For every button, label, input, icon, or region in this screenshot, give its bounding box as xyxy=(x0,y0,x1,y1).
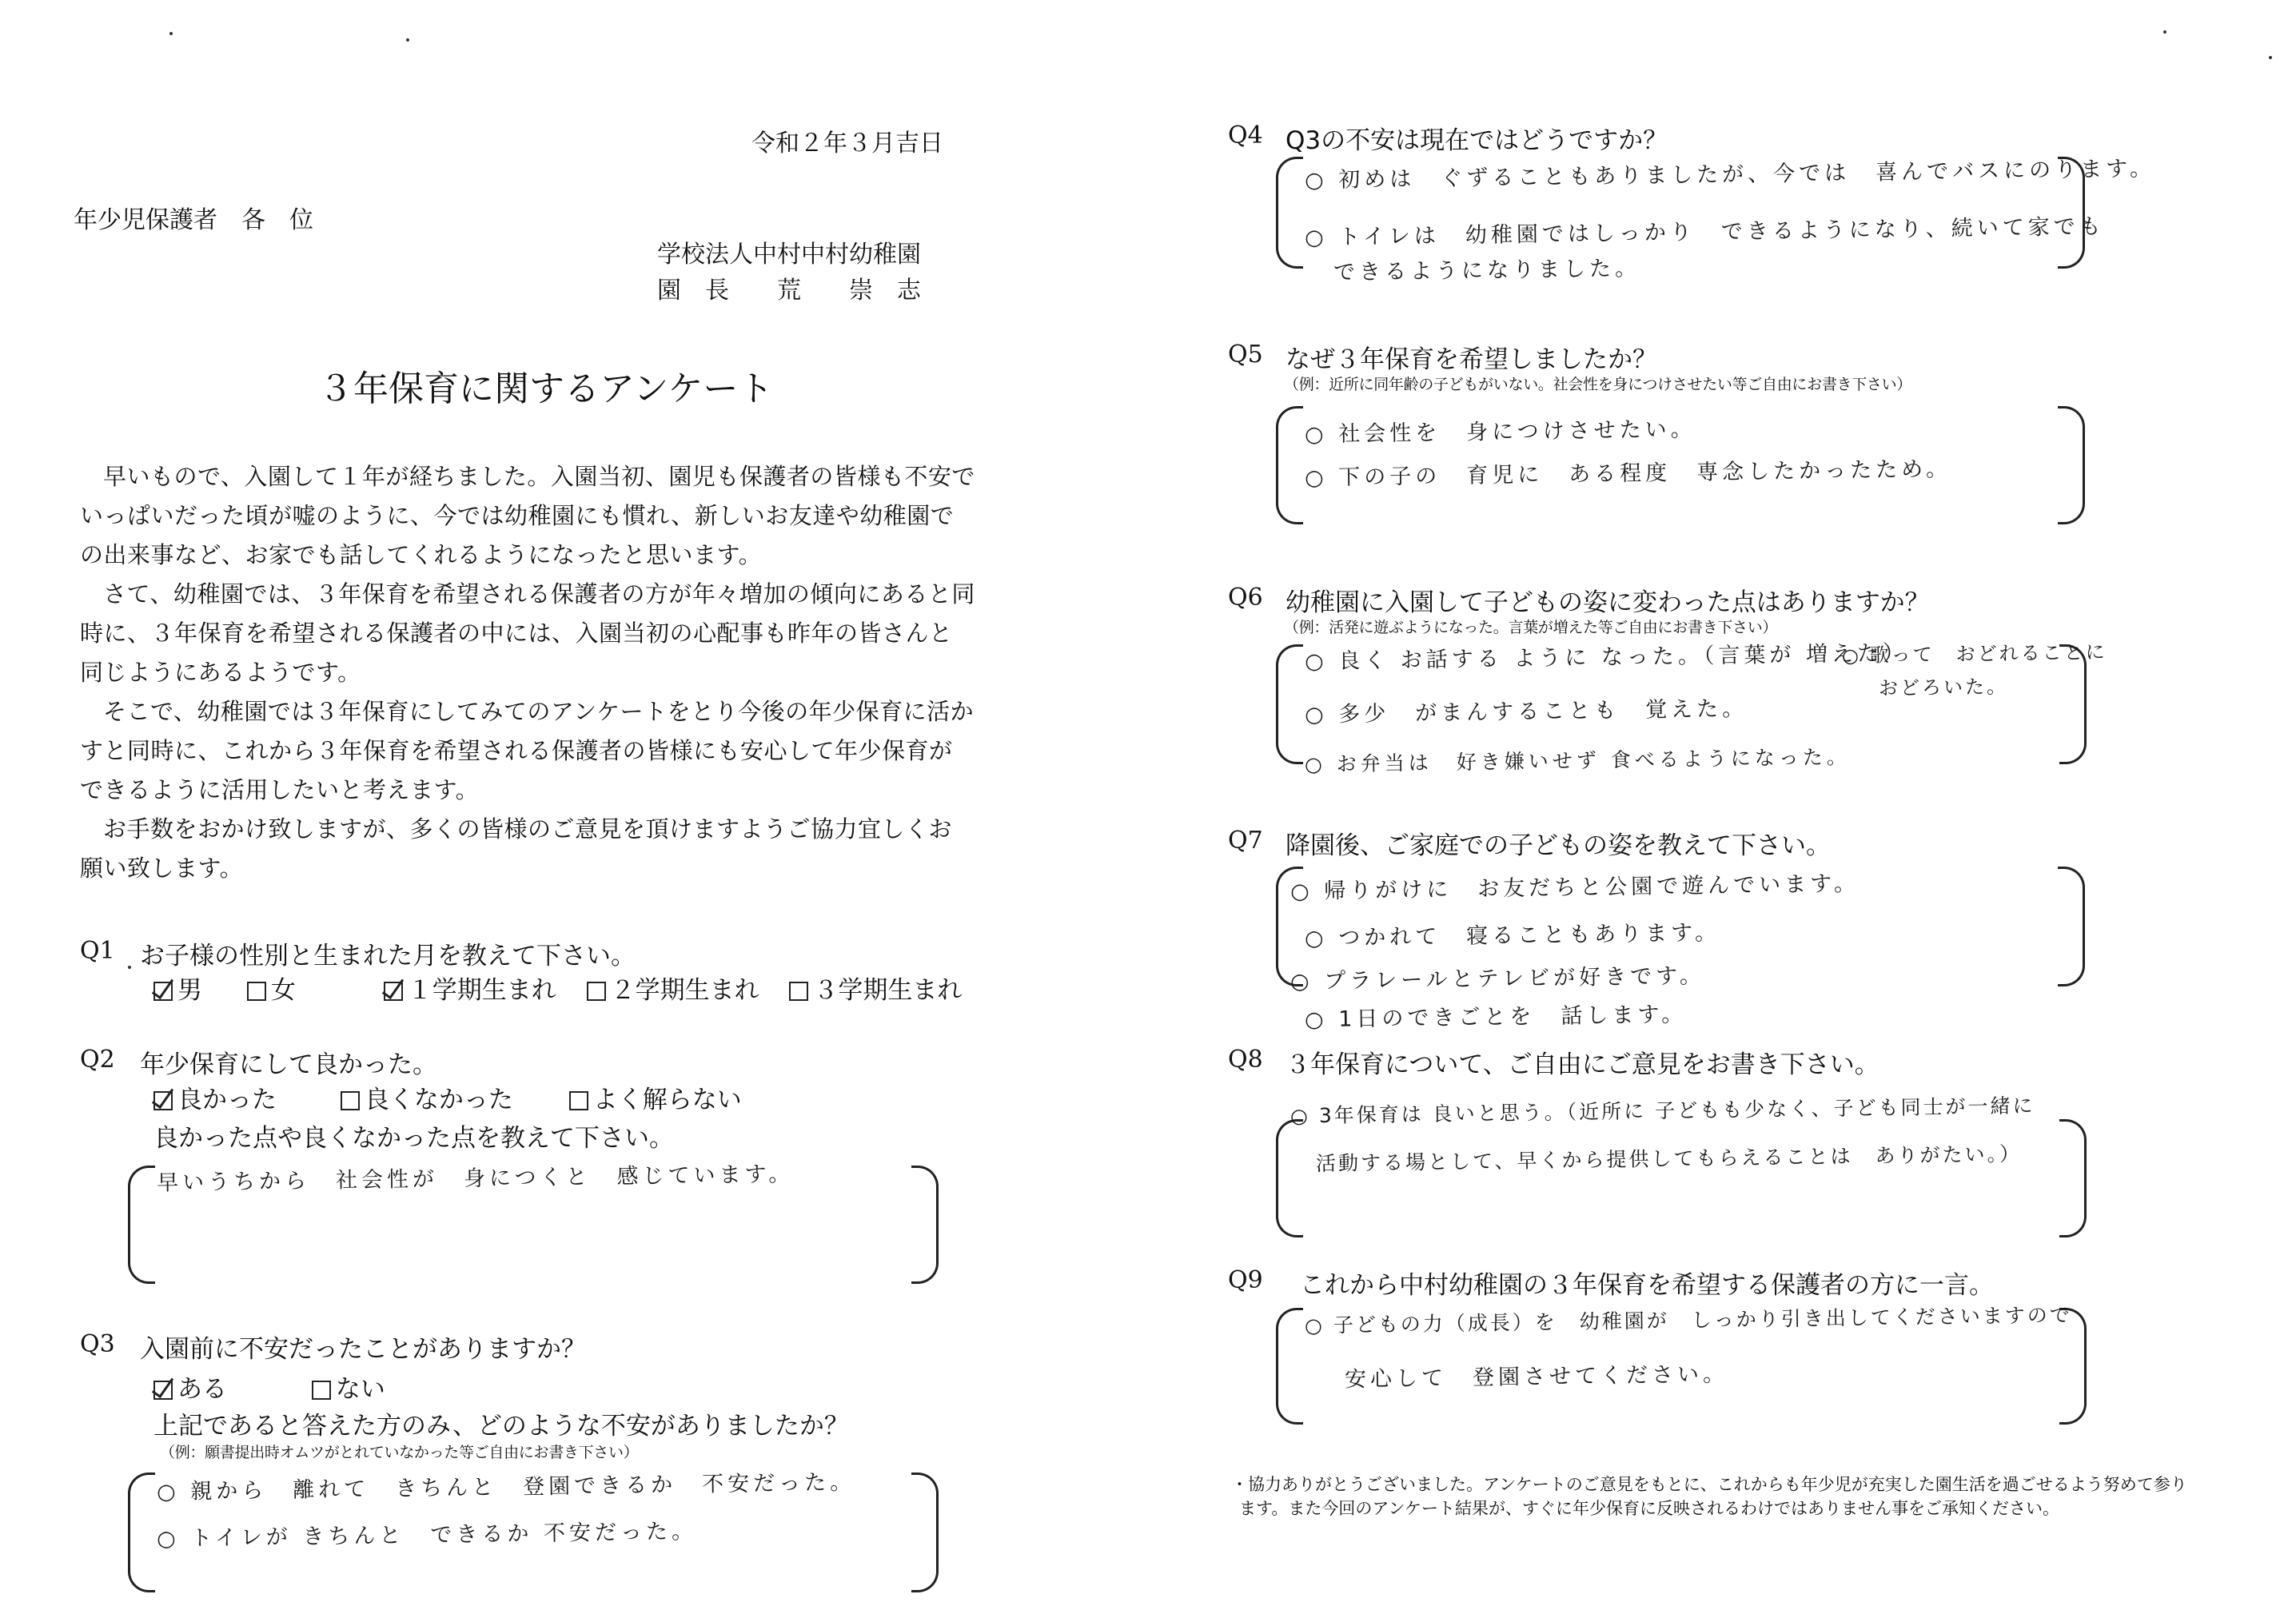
q5-question: なぜ３年保育を希望しましたか？ xyxy=(1286,345,1657,374)
answer-bracket-right xyxy=(911,1166,939,1284)
q5-number: Q5 xyxy=(1228,341,1263,369)
q2-question: 年少保育にして良かった。 xyxy=(140,1050,437,1079)
q2-options xyxy=(153,1079,779,1115)
q9-answer[interactable]: 安心して 登園させてください。 xyxy=(1344,1361,1729,1393)
option-label: 男 xyxy=(177,976,202,1005)
q7-answer[interactable]: ○ プラレールとテレビが好きです。 xyxy=(1290,963,1706,994)
q7-question: 降園後、ご家庭での子どもの姿を教えて下さい。 xyxy=(1286,831,1831,860)
q2-option-good[interactable] xyxy=(153,1079,277,1115)
q3-option-no[interactable] xyxy=(312,1369,385,1405)
intro-text xyxy=(80,457,975,888)
q1-option-term1[interactable] xyxy=(384,970,556,1006)
scan-speck xyxy=(2163,30,2166,34)
checkbox-checked[interactable] xyxy=(153,1091,173,1110)
q8-question: ３年保育について、ご自由にご意見をお書き下さい。 xyxy=(1286,1050,1879,1079)
q4-question: Q3の不安は現在ではどうですか？ xyxy=(1286,126,1668,155)
answer-bracket-right xyxy=(911,1473,939,1592)
q8-answer[interactable]: ○ 3年保育は 良いと思う。（近所に 子どもも少なく、子ども同士が一緒に xyxy=(1290,1094,2035,1128)
q8-number: Q8 xyxy=(1228,1046,1263,1074)
option-label: よく解らない xyxy=(592,1086,742,1114)
scan-speck xyxy=(128,966,131,969)
q3-answer[interactable]: ○ 親から 離れて きちんと 登園できるか 不安だった。 xyxy=(156,1469,856,1505)
recipient: 年少児保護者 各 位 xyxy=(74,206,313,234)
q4-number: Q4 xyxy=(1228,122,1263,149)
answer-bracket-left xyxy=(1276,157,1303,269)
q3-option-yes[interactable] xyxy=(153,1369,227,1405)
q7-answer[interactable]: ○ 1日のできごとを 話します。 xyxy=(1304,1002,1688,1033)
q2-subquestion: 良かった点や良くなかった点を教えて下さい。 xyxy=(153,1124,674,1153)
q9-number: Q9 xyxy=(1228,1266,1263,1294)
checkbox[interactable] xyxy=(312,1381,331,1400)
q6-answer[interactable]: おどろいた。 xyxy=(1878,675,2009,700)
footnote-line: ・協力ありがとうございました。アンケートのご意見をもとに、これからも年少児が充実した園生活を過ごせるよう努めて参り xyxy=(1231,1475,2187,1494)
q5-example: （例：近所に同年齢の子どもがいない。社会性を身につけさせたい等ご自由にお書き下さい） xyxy=(1284,376,1912,393)
checkbox[interactable] xyxy=(247,982,266,1001)
option-label: 良かった xyxy=(177,1086,277,1114)
q4-answer[interactable]: ○ 初めは ぐずることもありましたが、今では 喜んでバスにのります。 xyxy=(1304,156,2156,193)
q2-answer[interactable]: 早いうちから 社会性が 身につくと 感じています。 xyxy=(156,1162,795,1196)
answer-bracket-right xyxy=(2058,406,2085,524)
q5-answer[interactable]: ○ 下の子の 育児に ある程度 専念したかったため。 xyxy=(1304,456,1952,491)
q1-question: お子様の性別と生まれた月を教えて下さい。 xyxy=(140,942,636,970)
issue-date: 令和２年３月吉日 xyxy=(751,130,943,157)
intro-paragraph: さて、幼稚園では、３年保育を希望される保護者の方が年々増加の傾向にあると同時に、３年保育を希望される保護者の中には、入園当初の心配事も昨年の皆さんと同じようにあるようです。 xyxy=(80,580,975,686)
q6-answer[interactable]: ○ 良く お話する ように なった。（言葉が 増えた） xyxy=(1304,640,1909,675)
scan-speck xyxy=(2269,56,2272,59)
q1-number: Q1 xyxy=(80,937,115,965)
checkbox-checked[interactable] xyxy=(153,982,173,1001)
option-label: 良くなかった xyxy=(364,1086,513,1114)
q3-subquestion: 上記であると答えた方のみ、どのような不安がありましたか？ xyxy=(153,1412,849,1441)
answer-bracket-right xyxy=(2058,867,2085,986)
q6-answer[interactable]: ○ お弁当は 好き嫌いせず 食べるようになった。 xyxy=(1304,745,1851,776)
option-label: ない xyxy=(335,1375,385,1404)
answer-bracket-left xyxy=(1276,1308,1303,1425)
answer-bracket-left xyxy=(1276,406,1303,524)
checkbox[interactable] xyxy=(587,982,606,1001)
checkbox[interactable] xyxy=(789,982,808,1001)
q6-answer[interactable]: ○ 歌って おどれることに xyxy=(1841,640,2107,668)
q3-answer[interactable]: ○ トイレが きちんと できるか 不安だった。 xyxy=(156,1519,698,1552)
q9-question: これから中村幼稚園の３年保育を希望する保護者の方に一言。 xyxy=(1300,1271,1994,1300)
q1-option-female[interactable] xyxy=(247,970,296,1006)
q3-question: 入園前に不安だったことがありますか？ xyxy=(140,1335,586,1364)
q5-answer[interactable]: ○ 社会性を 身につけさせたい。 xyxy=(1304,416,1696,448)
checkbox[interactable] xyxy=(569,1091,588,1110)
q9-answer[interactable]: ○ 子どもの力（成長）を 幼稚園が しっかり引き出してくださいますので xyxy=(1304,1303,2072,1337)
option-label: ２学期生まれ xyxy=(610,976,759,1005)
q4-answer[interactable]: ○ トイレは 幼稚園ではしっかり できるようになり、続いて家でも xyxy=(1304,214,2106,250)
page-title: ３年保育に関するアンケート xyxy=(318,369,774,409)
option-label: １学期生まれ xyxy=(407,976,556,1005)
q1-option-male[interactable] xyxy=(153,970,202,1006)
answer-bracket-left xyxy=(1276,1119,1303,1237)
q3-example: （例：願書提出時オムツがとれていなかった等ご自由にお書き下さい） xyxy=(160,1444,639,1461)
q2-option-bad[interactable] xyxy=(341,1079,513,1115)
q7-answer[interactable]: ○ つかれて 寝ることもあります。 xyxy=(1304,920,1721,951)
intro-paragraph: お手数をおかけ致しますが、多くの皆様のご意見を頂けますようご協力宜しくお願い致します。 xyxy=(80,815,953,882)
answer-bracket-right xyxy=(2059,1119,2087,1237)
q6-question: 幼稚園に入園して子どもの姿に変わった点はありますか？ xyxy=(1286,588,1930,617)
q1-option-term2[interactable] xyxy=(587,970,759,1006)
footnote-line: ます。また今回のアンケート結果が、すぐに年少保育に反映されるわけではありません事をご承知ください。 xyxy=(1239,1499,2060,1518)
option-label: 女 xyxy=(270,976,296,1005)
q1-options xyxy=(153,970,962,1006)
q4-answer[interactable]: できるようになりました。 xyxy=(1333,256,1641,285)
scan-speck xyxy=(406,38,409,42)
scan-speck xyxy=(169,32,173,35)
q3-options xyxy=(153,1369,422,1405)
option-label: ある xyxy=(177,1375,227,1404)
intro-paragraph: そこで、幼稚園では３年保育にしてみてのアンケートをとり今後の年少保育に活かすと同時に、これから３年保育を希望される保護者の皆様にも安心して年少保育ができるように活用したいと考えます。 xyxy=(80,698,975,803)
answer-bracket-left xyxy=(1276,644,1303,764)
q1-option-term3[interactable] xyxy=(789,970,962,1006)
q8-answer[interactable]: 活動する場として、早くから提供してもらえることは ありがたい。） xyxy=(1315,1142,2023,1176)
checkbox-checked[interactable] xyxy=(153,1381,173,1400)
q6-answer[interactable]: ○ 多少 がまんすることも 覚えた。 xyxy=(1304,696,1748,727)
footnote xyxy=(1231,1473,2270,1520)
q7-number: Q7 xyxy=(1228,827,1263,855)
answer-bracket-left xyxy=(128,1473,155,1592)
q2-number: Q2 xyxy=(80,1046,115,1074)
intro-paragraph: 早いもので、入園して１年が経ちました。入園当初、園児も保護者の皆様も不安でいっぱいだった頃が嘘のように、今では幼稚園にも慣れ、新しいお友達や幼稚園での出来事など、お家でも話してくれるようになったと思います。 xyxy=(80,463,975,568)
checkbox[interactable] xyxy=(341,1091,360,1110)
option-label: ３学期生まれ xyxy=(813,976,963,1005)
q6-example: （例：活発に遊ぶようになった。言葉が増えた等ご自由にお書き下さい） xyxy=(1284,619,1778,636)
q7-answer[interactable]: ○ 帰りがけに お友だちと公園で遊んでいます。 xyxy=(1290,871,1860,904)
answer-bracket-left xyxy=(128,1166,155,1284)
sender-org: 学校法人中村中村幼稚園 xyxy=(657,241,921,269)
q6-number: Q6 xyxy=(1228,584,1263,612)
checkbox-checked[interactable] xyxy=(384,982,403,1001)
q2-option-unknown[interactable] xyxy=(569,1079,742,1115)
right-page xyxy=(1148,0,2296,1618)
sender-name: 園 長 荒 崇 志 xyxy=(657,277,921,305)
q3-number: Q3 xyxy=(80,1330,115,1358)
